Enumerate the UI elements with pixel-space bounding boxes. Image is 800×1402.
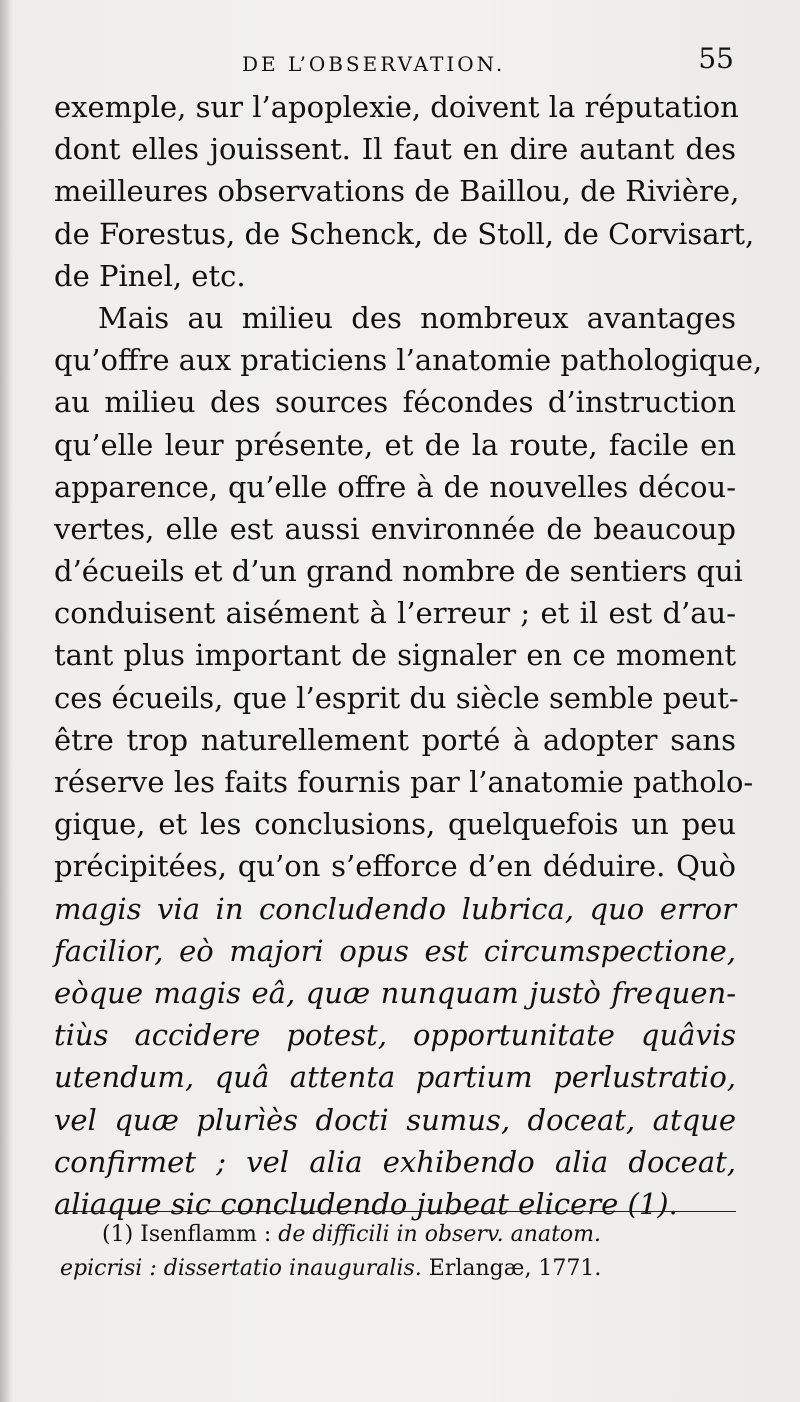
- text-line: tant plus important de signaler en ce moment: [54, 638, 736, 673]
- text-line: Mais au milieu des nombreux avantages: [98, 300, 736, 335]
- text-line: précipitées, qu’on s’efforce d’en déduire. Quò: [54, 849, 736, 884]
- footnote-line: [60, 1252, 740, 1286]
- page-binding-edge: [0, 0, 10, 1402]
- page-header: [60, 42, 734, 82]
- text-line: réserve les faits fournis par l’anatomie patholo-: [54, 765, 754, 799]
- footnote-line: [60, 1218, 740, 1252]
- latin-quote-line: facilior, eò majori opus est circumspectione,: [54, 933, 736, 968]
- footnote-imprint: Erlangæ, 1771.: [428, 1256, 602, 1281]
- running-head: DE L’OBSERVATION.: [242, 52, 506, 76]
- latin-quote-line: utendum, quâ attenta partium perlustratio,: [54, 1060, 736, 1095]
- footnote-marker: (1) Isenflamm :: [102, 1222, 272, 1247]
- latin-quote-line: aliaque sic concludendo jubeat elicere (1).: [54, 1186, 678, 1221]
- text-line: dont elles jouissent. Il faut en dire autant des: [54, 132, 736, 167]
- latin-quote-line: eòque magis eâ, quæ nunquam justò frequen-: [54, 975, 736, 1010]
- footnote-subtitle: epicrisi : dissertatio inauguralis.: [60, 1256, 422, 1281]
- footnote-title: de difficili in observ. anatom.: [278, 1222, 602, 1247]
- footnote: [60, 1218, 740, 1286]
- text-line: de Forestus, de Schenck, de Stoll, de Corvisart,: [54, 216, 755, 251]
- text-line: apparence, qu’elle offre à de nouvelles décou-: [54, 469, 736, 504]
- page-number: 55: [698, 42, 734, 75]
- text-line: au milieu des sources fécondes d’instruction: [54, 385, 736, 420]
- text-line: d’écueils et d’un grand nombre de sentiers qui: [54, 554, 743, 589]
- text-line: être trop naturellement porté à adopter sans: [54, 722, 736, 757]
- text-line: de Pinel, etc.: [54, 258, 246, 293]
- footnote-separator: [64, 1211, 736, 1212]
- text-line: exemple, sur l’apoplexie, doivent la réputation: [54, 90, 739, 124]
- latin-quote-line: magis via in concludendo lubrica, quo error: [54, 891, 736, 926]
- body-text: [54, 86, 763, 1225]
- text-line: vertes, elle est aussi environnée de beaucoup: [54, 511, 736, 546]
- latin-quote-line: confirmet ; vel alia exhibendo alia doceat,: [54, 1144, 736, 1179]
- latin-quote-line: tiùs accidere potest, opportunitate quâvis: [54, 1018, 736, 1053]
- text-line: ces écueils, que l’esprit du siècle semble peut-: [54, 680, 739, 715]
- text-line: gique, et les conclusions, quelquefois un peu: [54, 807, 736, 842]
- text-line: qu’elle leur présente, et de la route, facile en: [54, 427, 736, 462]
- text-line: qu’offre aux praticiens l’anatomie pathologique,: [54, 343, 763, 378]
- text-line: conduisent aisément à l’erreur ; et il est d’au-: [54, 596, 736, 631]
- latin-quote-line: vel quæ plurìès docti sumus, doceat, atque: [54, 1102, 736, 1137]
- text-line: meilleures observations de Baillou, de Rivière,: [54, 174, 740, 209]
